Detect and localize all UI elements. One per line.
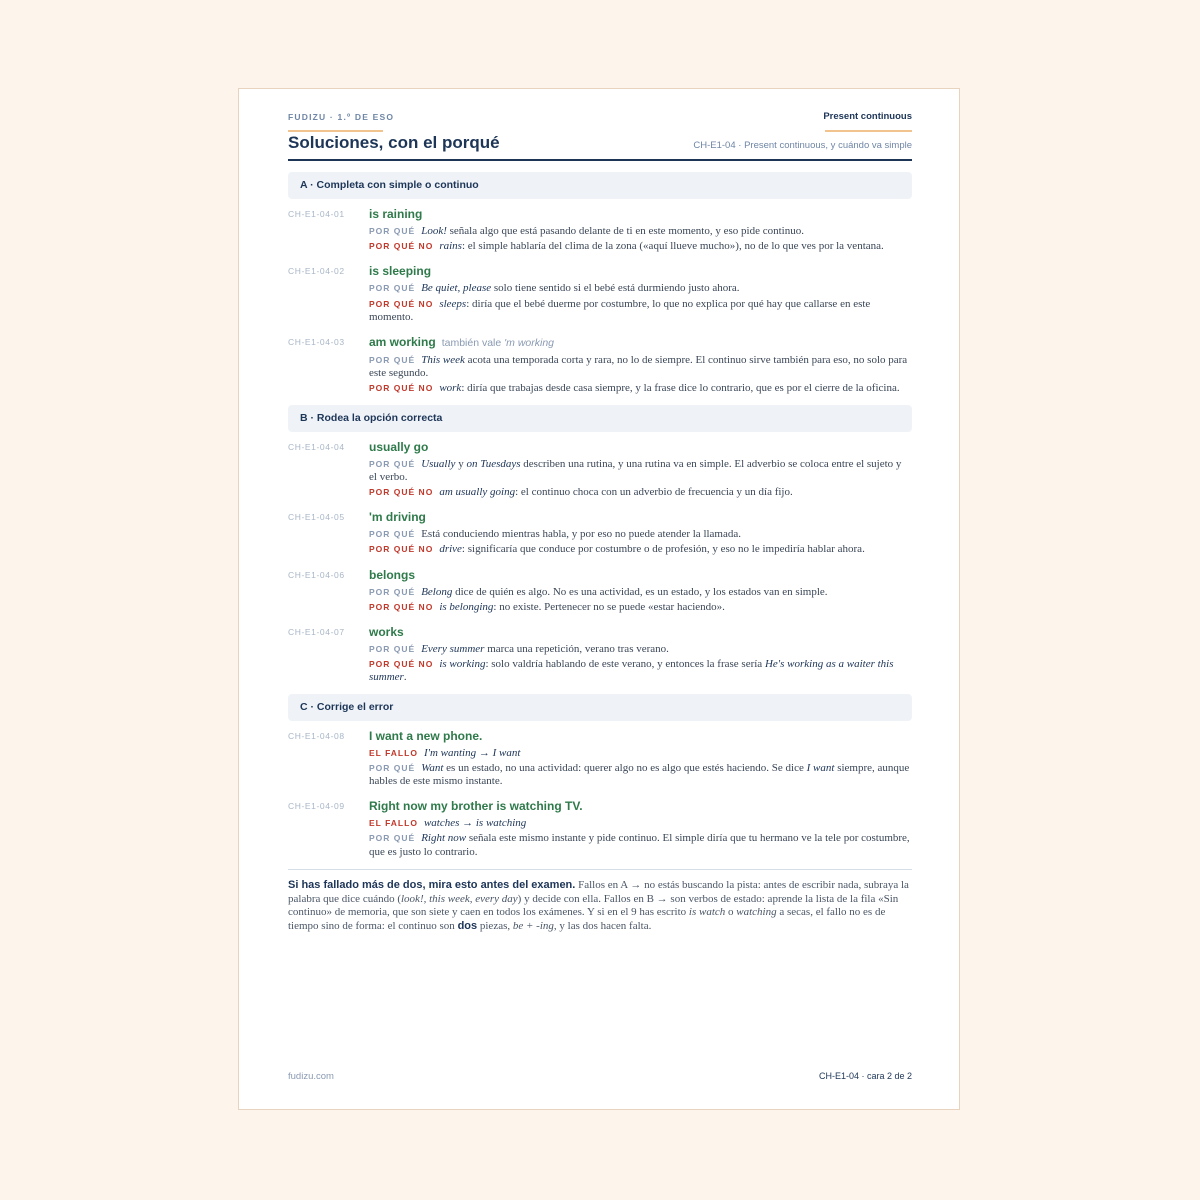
error-line	[369, 747, 912, 760]
item-code: CH-E1-04-04	[288, 441, 345, 452]
note-text-2: ) y decide con ella. Fallos en B → son verbos de estado: aprende la lista de la fila «Sin continuo» de memoria, que son siete y caen en todos los exámenes. Y si en el 9 has escrito	[288, 892, 899, 919]
page-subtitle: CH-E1-04 · Present continuous, y cuándo va simple	[693, 140, 912, 151]
item-answer: belongs	[369, 567, 416, 582]
why-not-keyword: drive	[439, 543, 462, 556]
why-line	[369, 586, 912, 599]
why-not-line	[369, 486, 912, 499]
why-text: señala este mismo instante y pide continuo. El simple diría que tu hermano ve la tele por costumbre, que es justo lo contrario.	[369, 832, 910, 858]
answer-text: am working	[369, 335, 436, 350]
why-not-keyword: is belonging	[439, 600, 494, 613]
why-keyword: Usually	[421, 457, 456, 470]
item-answer: Right now my brother is watching TV.	[369, 799, 583, 814]
item-code: CH-E1-04-05	[288, 512, 345, 523]
why-tag: POR QUÉ	[369, 458, 416, 469]
why-text: es un estado, no una actividad: querer algo no es algo que estés haciendo. Se dice	[443, 761, 807, 774]
note-text-3: o	[725, 906, 737, 919]
why-keyword: Belong	[421, 585, 453, 598]
why-not-line	[369, 298, 912, 324]
note-text-5: piezas,	[477, 919, 513, 932]
why-text: dice de quién es algo. No es una actividad, es un estado, y los estados van en simple.	[452, 585, 828, 598]
item-code: CH-E1-04-03	[288, 337, 345, 348]
solution-item	[288, 508, 912, 556]
solution-item	[288, 566, 912, 614]
why-not-tag: POR QUÉ NO	[369, 487, 434, 498]
why-text: solo tiene sentido si el bebé está durmiendo justo ahora.	[491, 282, 740, 295]
why-keyword: Want	[421, 761, 444, 774]
why-line	[369, 225, 912, 238]
why-not-text: : no existe. Pertenecer no se puede «estar haciendo».	[493, 600, 725, 613]
why-tag: POR QUÉ	[369, 586, 416, 597]
solution-item	[288, 797, 912, 859]
alternative-answer	[442, 337, 554, 349]
brand-underline	[288, 130, 383, 132]
why-keyword-2: on Tuesdays	[466, 457, 521, 470]
why-tag: POR QUÉ	[369, 283, 416, 294]
footer-page-number: CH-E1-04 · cara 2 de 2	[818, 1071, 912, 1081]
why-not-tag: POR QUÉ NO	[369, 298, 434, 309]
section-b-header: B · Rodea la opción correcta	[288, 405, 912, 432]
note-text-6: , y las dos hacen falta.	[553, 919, 652, 932]
why-not-example: He's working as a waiter this summer	[369, 658, 894, 684]
why-not-text: : diría que trabajas desde casa siempre, y la frase dice lo contrario, que es por el cierre de la oficina.	[461, 382, 900, 395]
why-not-line	[369, 240, 912, 253]
why-not-text: : el simple hablaría del clima de la zona («aquí llueve mucho»), no de lo que ves por la ventana.	[461, 240, 884, 253]
why-text: describen una rutina, y una rutina va en simple. El adverbio se coloca entre el sujeto y el verbo.	[369, 457, 902, 483]
why-not-tag: POR QUÉ NO	[369, 659, 434, 670]
title-divider	[288, 159, 912, 161]
error-tag: EL FALLO	[369, 818, 418, 829]
note-wrong-form-1: is watch	[688, 906, 726, 919]
why-not-text: : el continuo choca con un adverbio de frecuencia y un día fijo.	[515, 486, 793, 499]
why-text: señala algo que está pasando delante de ti en este momento, y eso pide continuo.	[446, 225, 804, 237]
why-line	[369, 458, 912, 484]
why-keyword: Look!	[421, 225, 447, 237]
item-code: CH-E1-04-02	[288, 266, 345, 277]
error-correction: I'm wanting → I want	[423, 746, 521, 759]
solutions-content	[288, 172, 912, 934]
why-not-tag: POR QUÉ NO	[369, 601, 434, 612]
why-not-keyword: sleeps	[439, 297, 467, 310]
why-not-line	[369, 601, 912, 614]
why-not-text-end: .	[403, 671, 407, 684]
topic-underline	[825, 130, 912, 132]
solution-item	[288, 438, 912, 500]
item-answer	[369, 333, 912, 352]
item-code: CH-E1-04-09	[288, 801, 345, 812]
item-code: CH-E1-04-01	[288, 209, 345, 219]
why-not-line	[369, 382, 912, 395]
why-not-keyword: is working	[439, 658, 486, 671]
item-answer: 'm driving	[369, 510, 426, 525]
why-connector: y	[455, 457, 467, 470]
worksheet-page	[238, 88, 960, 1110]
why-line	[369, 354, 912, 380]
note-lead: Si has fallado más de dos, mira esto antes del examen.	[288, 878, 576, 891]
why-not-tag: POR QUÉ NO	[369, 241, 434, 252]
item-answer: is sleeping	[369, 264, 432, 279]
why-line	[369, 832, 912, 858]
why-tag: POR QUÉ	[369, 833, 416, 844]
why-text-end: siempre, aunque hables de este mismo instante.	[369, 761, 910, 788]
error-tag: EL FALLO	[369, 747, 418, 758]
section-c-header: C · Corrige el error	[288, 694, 912, 721]
item-answer: usually go	[369, 439, 429, 454]
solution-item	[288, 333, 912, 396]
why-not-line	[369, 658, 912, 684]
solution-item	[288, 727, 912, 789]
note-divider	[288, 869, 912, 870]
page-title: Soluciones, con el porqué	[288, 133, 500, 152]
why-keyword: This week	[421, 354, 465, 367]
why-not-text: : solo valdría hablando de este verano, y entonces la frase sería	[485, 658, 765, 671]
error-line	[369, 817, 912, 830]
why-tag: POR QUÉ	[369, 644, 416, 655]
study-tip-note	[288, 879, 912, 934]
why-keyword: Right now	[421, 832, 467, 845]
alternative-prefix: también vale	[441, 337, 502, 350]
item-answer: I want a new phone.	[369, 728, 483, 743]
footer-site: fudizu.com	[288, 1071, 334, 1082]
solution-item	[288, 623, 912, 685]
item-code: CH-E1-04-07	[288, 627, 345, 638]
why-keyword: Be quiet, please	[421, 282, 492, 295]
why-not-tag: POR QUÉ NO	[369, 383, 434, 394]
note-emphasis: dos	[457, 919, 478, 932]
why-tag: POR QUÉ	[369, 226, 416, 236]
item-code: CH-E1-04-08	[288, 730, 345, 741]
why-not-tag: POR QUÉ NO	[369, 544, 434, 555]
why-not-keyword: rains	[439, 240, 462, 253]
solution-item	[288, 262, 912, 324]
why-line	[369, 643, 912, 656]
why-not-text: : significaría que conduce por costumbre o de profesión, y eso no le impediría hablar ahora.	[461, 543, 865, 556]
why-keyword: Every summer	[421, 643, 485, 656]
why-tag: POR QUÉ	[369, 355, 416, 366]
why-text: acota una temporada corta y rara, no lo de siempre. El continuo sirve también para eso, no solo para este segundo.	[369, 354, 908, 380]
why-line	[369, 762, 912, 788]
why-line	[369, 282, 912, 295]
why-tag: POR QUÉ	[369, 529, 416, 540]
why-text: Está conduciendo mientras habla, y por eso no puede atender la llamada.	[421, 528, 742, 541]
note-keywords: look!, this week, every day	[401, 892, 518, 905]
why-keyword-2: I want	[806, 761, 835, 774]
why-tag: POR QUÉ	[369, 762, 416, 773]
note-wrong-form-2: watching	[736, 906, 777, 919]
note-text-1: Fallos en A → no estás buscando la pista: antes de escribir nada, subraya la palabra que dice cuándo (	[288, 878, 909, 905]
brand-label: FUDIZU · 1.º DE ESO	[288, 112, 395, 122]
topic-label: Present continuous	[823, 111, 912, 122]
why-not-text: : diría que el bebé duerme por costumbre, lo que no explica por qué hay que callarse en este momento.	[369, 297, 871, 323]
note-text-4: a secas, el fallo no es de tiempo sino de forma: el continuo son	[288, 906, 886, 932]
why-not-keyword: am usually going	[439, 486, 516, 499]
note-formula: be + -ing	[512, 919, 554, 932]
error-correction: watches → is watching	[423, 817, 527, 830]
solution-item	[288, 205, 912, 253]
item-code: CH-E1-04-06	[288, 569, 345, 580]
why-text: marca una repetición, verano tras verano.	[484, 643, 669, 656]
why-line	[369, 528, 912, 541]
why-not-keyword: work	[439, 382, 462, 395]
why-not-line	[369, 543, 912, 556]
item-answer: is raining	[369, 207, 423, 221]
section-a-header: A · Completa con simple o continuo	[288, 172, 912, 199]
item-answer: works	[369, 625, 404, 640]
alternative-form: 'm working	[504, 337, 555, 350]
